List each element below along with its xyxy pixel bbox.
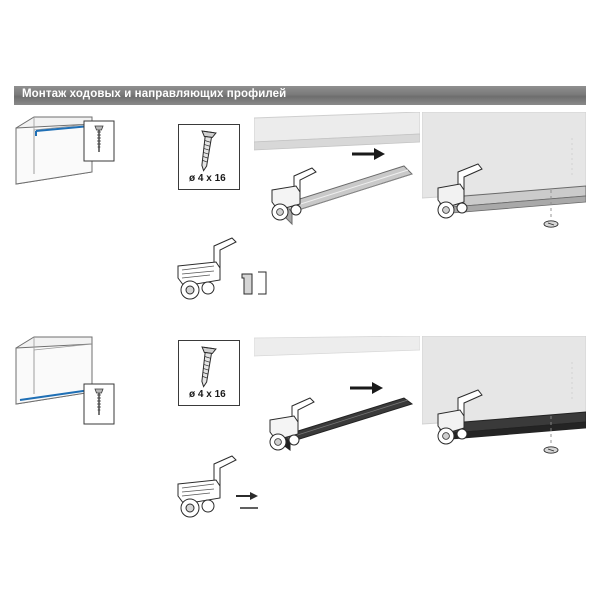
photo-install-guide-profile — [254, 336, 420, 466]
photo-install-running-profile — [254, 112, 420, 242]
photo-fix-guide-profile — [422, 336, 586, 466]
bracket-detail-top — [170, 232, 280, 312]
screw-spec-box-2 — [178, 340, 240, 406]
section-title-bar — [14, 86, 586, 105]
photo-fix-running-profile — [422, 112, 586, 242]
cabinet-top-mount-diagram — [12, 112, 132, 202]
page-title: Монтаж ходовых и направляющих профилей — [22, 88, 287, 100]
screw-size-label-2: ø 4 x 16 — [189, 389, 226, 400]
screw-size-label-1: ø 4 x 16 — [189, 173, 226, 184]
screw-spec-box-1 — [178, 124, 240, 190]
cabinet-bottom-mount-diagram — [12, 334, 132, 434]
